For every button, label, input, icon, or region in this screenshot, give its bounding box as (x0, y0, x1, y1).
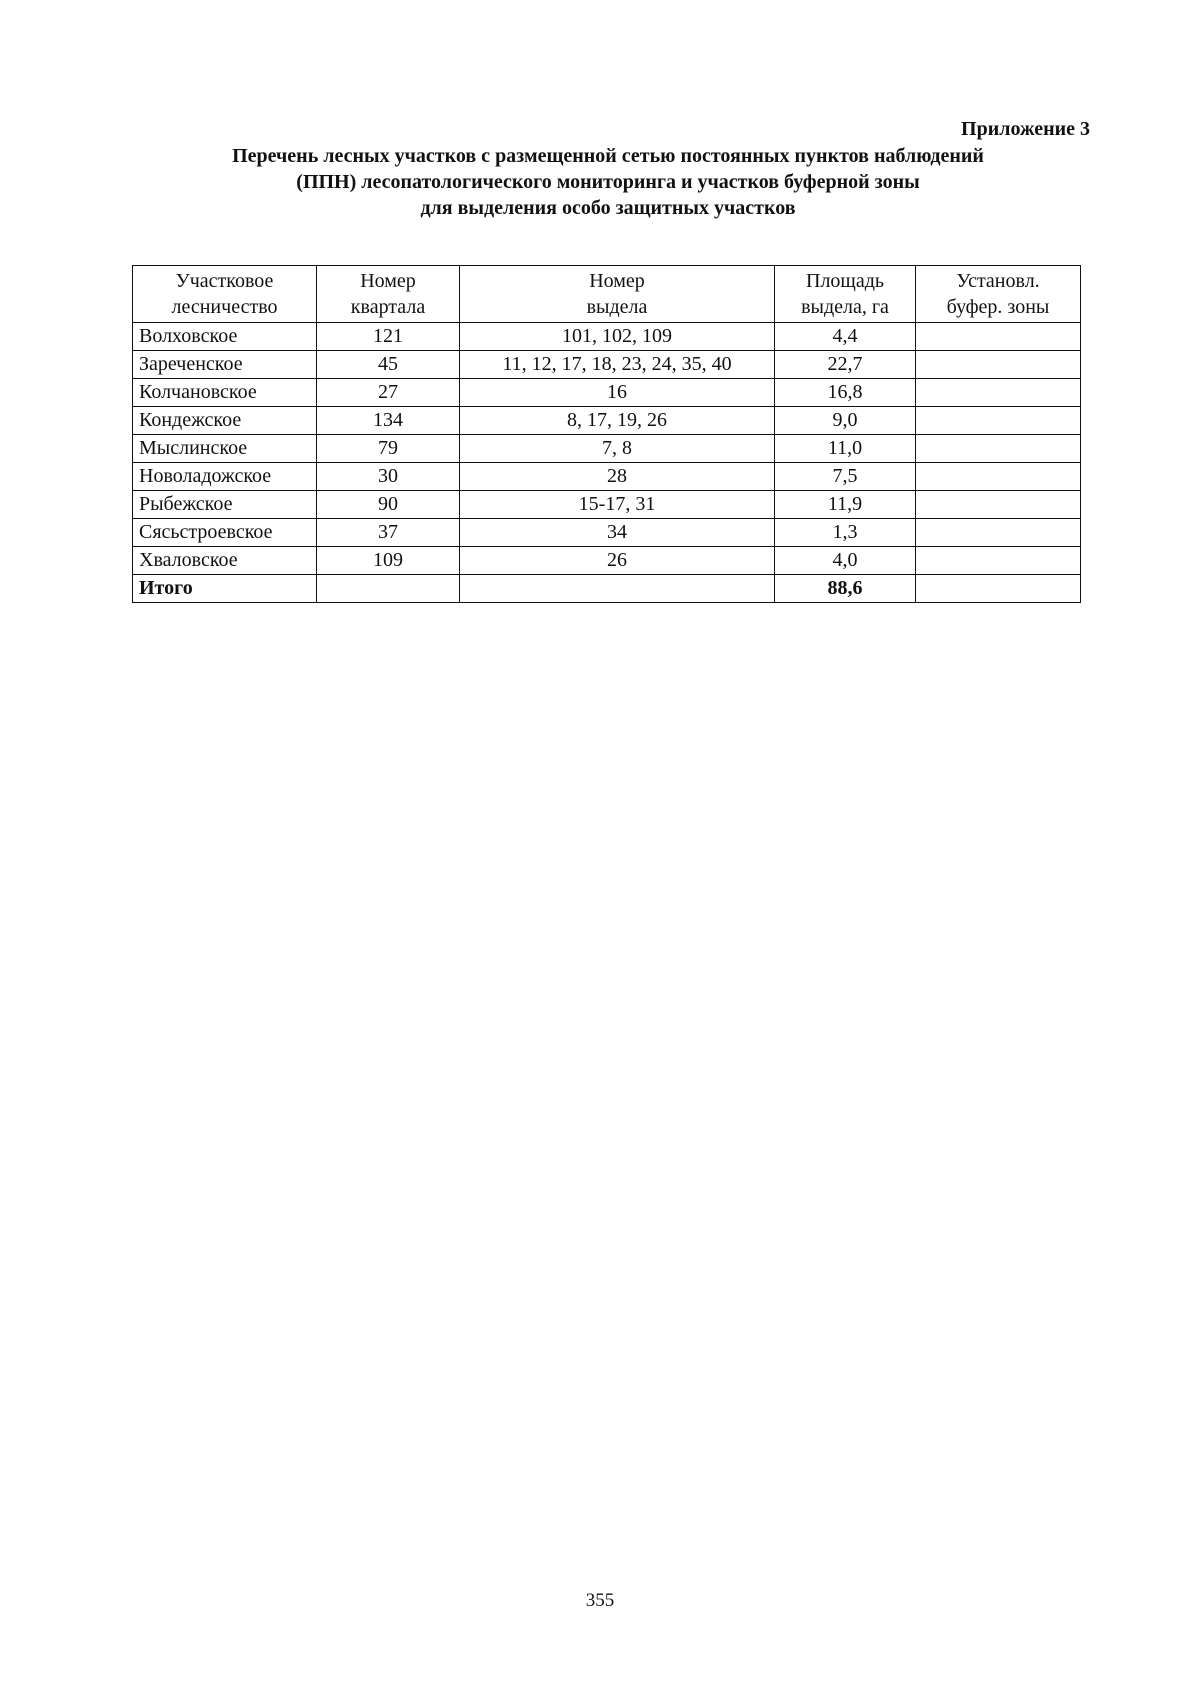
cell-area: 4,4 (775, 323, 916, 351)
forest-plots-table (132, 265, 1081, 603)
cell-forestry: Мыслинское (133, 435, 317, 463)
cell-forestry: Новоладожское (133, 463, 317, 491)
cell-area: 16,8 (775, 379, 916, 407)
cell-forestry: Рыбежское (133, 491, 317, 519)
cell-forestry: Колчановское (133, 379, 317, 407)
cell-plots: 34 (460, 519, 775, 547)
table-row (133, 379, 1081, 407)
cell-buffer (916, 379, 1081, 407)
table-row (133, 407, 1081, 435)
cell-area: 4,0 (775, 547, 916, 575)
total-row (133, 575, 1081, 603)
cell-buffer (916, 323, 1081, 351)
cell-buffer (916, 435, 1081, 463)
cell-area: 11,9 (775, 491, 916, 519)
cell-buffer (916, 463, 1081, 491)
table-row (133, 519, 1081, 547)
cell-quarter: 45 (317, 351, 460, 379)
cell-plots: 15-17, 31 (460, 491, 775, 519)
table-row (133, 323, 1081, 351)
cell-forestry: Хваловское (133, 547, 317, 575)
cell-forestry: Зареченское (133, 351, 317, 379)
cell-area: 1,3 (775, 519, 916, 547)
table-row (133, 351, 1081, 379)
header-buffer: Установл. буфер. зоны (916, 266, 1081, 323)
cell-quarter: 30 (317, 463, 460, 491)
cell-quarter: 90 (317, 491, 460, 519)
cell-plots: 11, 12, 17, 18, 23, 24, 35, 40 (460, 351, 775, 379)
cell-forestry: Сясьстроевское (133, 519, 317, 547)
header-quarter: Номер квартала (317, 266, 460, 323)
total-plots (460, 575, 775, 603)
header-forestry: Участковое лесничество (133, 266, 317, 323)
page-number: 355 (585, 1590, 615, 1611)
total-quarter (317, 575, 460, 603)
cell-area: 11,0 (775, 435, 916, 463)
cell-quarter: 109 (317, 547, 460, 575)
table-row (133, 491, 1081, 519)
total-area: 88,6 (775, 575, 916, 603)
total-label: Итого (133, 575, 317, 603)
cell-buffer (916, 491, 1081, 519)
cell-forestry: Кондежское (133, 407, 317, 435)
title-line-1: Перечень лесных участков с размещенной сетью постоянных пунктов наблюдений (232, 145, 984, 167)
table-row (133, 547, 1081, 575)
header-plots: Номер выдела (460, 266, 775, 323)
cell-buffer (916, 547, 1081, 575)
cell-area: 9,0 (775, 407, 916, 435)
header-area: Площадь выдела, га (775, 266, 916, 323)
table-row (133, 463, 1081, 491)
title-line-2: (ППН) лесопатологического мониторинга и участков буферной зоны (296, 171, 920, 193)
cell-plots: 26 (460, 547, 775, 575)
table-row (133, 435, 1081, 463)
cell-plots: 101, 102, 109 (460, 323, 775, 351)
appendix-label: Приложение 3 (961, 118, 1090, 140)
cell-plots: 16 (460, 379, 775, 407)
cell-quarter: 37 (317, 519, 460, 547)
cell-plots: 7, 8 (460, 435, 775, 463)
cell-buffer (916, 519, 1081, 547)
cell-quarter: 121 (317, 323, 460, 351)
cell-buffer (916, 351, 1081, 379)
cell-buffer (916, 407, 1081, 435)
cell-quarter: 134 (317, 407, 460, 435)
title-line-3: для выделения особо защитных участков (420, 197, 796, 219)
cell-area: 7,5 (775, 463, 916, 491)
cell-quarter: 27 (317, 379, 460, 407)
document-title (120, 143, 1096, 221)
cell-area: 22,7 (775, 351, 916, 379)
cell-plots: 28 (460, 463, 775, 491)
total-buffer (916, 575, 1081, 603)
cell-plots: 8, 17, 19, 26 (460, 407, 775, 435)
table-header-row (133, 266, 1081, 323)
cell-forestry: Волховское (133, 323, 317, 351)
cell-quarter: 79 (317, 435, 460, 463)
